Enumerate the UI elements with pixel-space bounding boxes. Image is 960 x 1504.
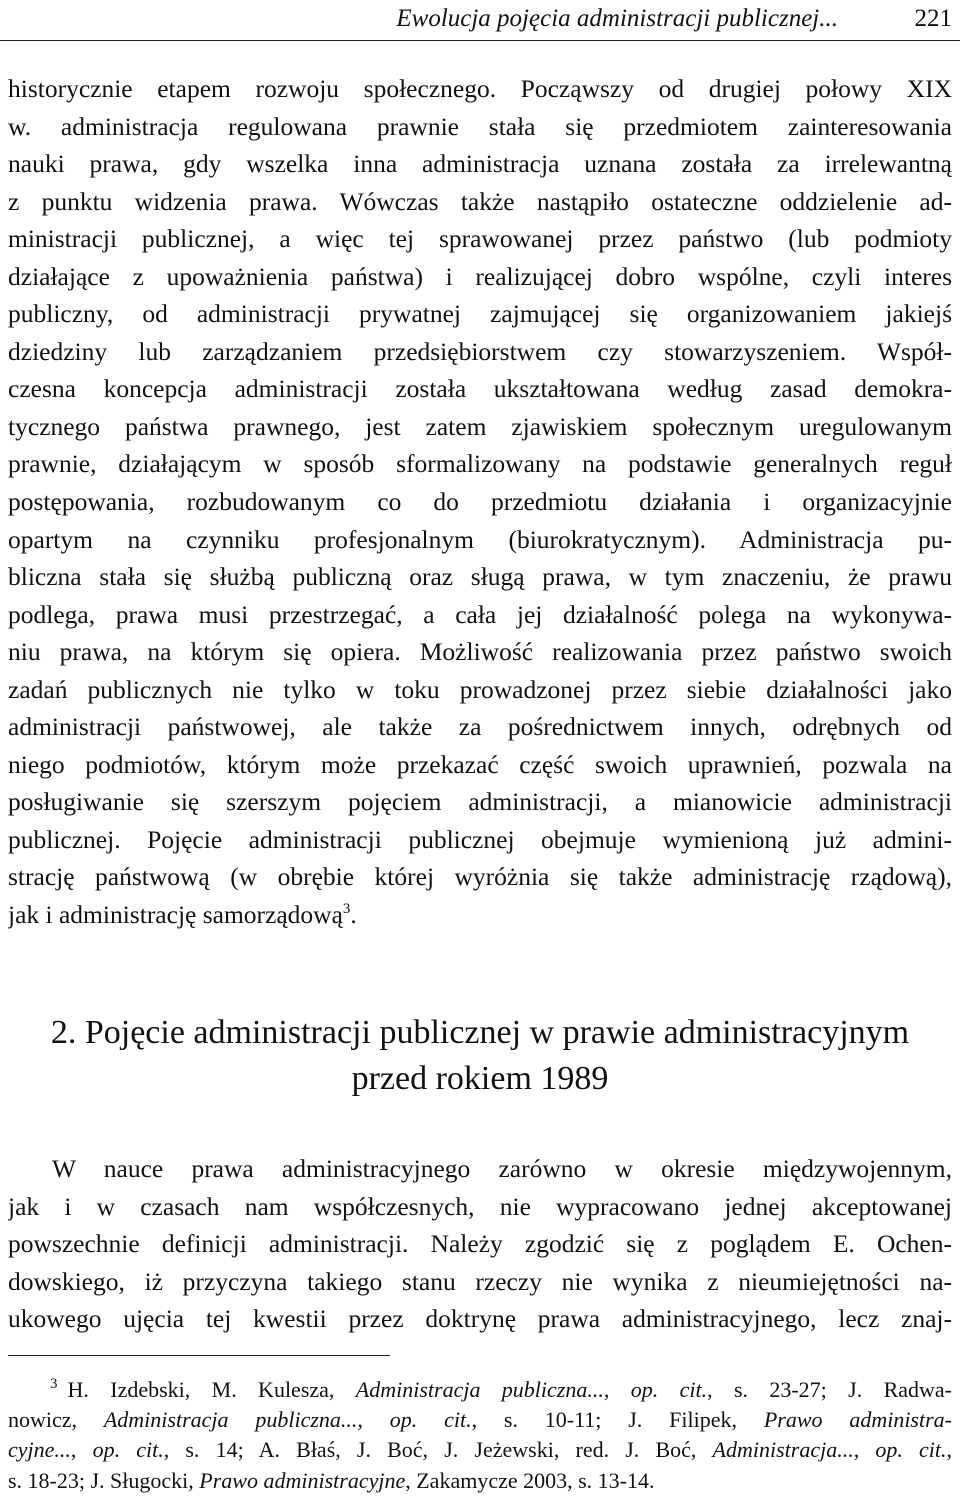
text-line: tycznego państwa prawnego, jest zatem zjawiskiem społecznym uregulowanym — [8, 411, 952, 441]
text-line: niego podmiotów, którym może przekazać część swoich uprawnień, pozwala na — [8, 749, 952, 779]
running-header — [0, 0, 960, 41]
text-line: nauki prawa, gdy wszelka inna administracja uznana została za irrelewantną — [8, 149, 952, 179]
text-line: W nauce prawa administracyjnego zarówno w okresie międzywojennym, — [52, 1154, 952, 1183]
footnote-text: , — [853, 1437, 876, 1463]
footnote-line — [8, 1435, 952, 1465]
footnote-title: cyjne... — [8, 1437, 71, 1463]
text-line: bliczna stała się służbą publiczną oraz sługą prawa, w tym znaczeniu, że prawu — [8, 562, 952, 592]
footnote-text: H. Izdebski, M. Kulesza, — [67, 1377, 356, 1402]
footnote-text: , s. 14; A. Błaś, J. Boć, J. Jeżewski, red. J. Boć, — [163, 1437, 713, 1463]
footnote-line — [8, 1466, 952, 1496]
section-heading-line: 2. Pojęcie administracji publicznej w prawie administracyjnym — [50, 1014, 910, 1051]
text-line: jak i w czasach nam współczesnych, nie wypracowano jednej akceptowanej — [8, 1191, 952, 1221]
running-title: Ewolucja pojęcia administracji publicznej... — [396, 5, 838, 32]
footnote — [8, 1375, 952, 1496]
text-line: ministracji publicznej, a więc tej sprawowanej przez państwo (lub podmioty — [8, 224, 952, 254]
section-heading — [0, 1010, 960, 1102]
text-line: postępowania, rozbudowanym co do przedmiotu działania i organizacyjnie — [8, 487, 952, 517]
footnote-divider — [8, 1355, 390, 1356]
text-line: strację państwową (w obrębie której wyróżnia się także administrację rządową), — [8, 862, 952, 892]
text-line: ukowego ujęcia tej kwestii przez doktrynę prawa administracyjnego, lecz znaj- — [8, 1304, 952, 1334]
text-line: działające z upoważnienia państwa) i realizującej dobro wspólne, czyli interes — [8, 261, 952, 291]
footnote-text: , — [603, 1377, 631, 1402]
footnote-line — [8, 1375, 952, 1405]
footnote-title: Administracja... — [712, 1437, 854, 1463]
text-line: historycznie etapem rozwoju społecznego. Począwszy od drugiej połowy XIX — [8, 74, 952, 103]
footnote-text: , — [946, 1437, 952, 1463]
text-line: zadań publicznych nie tylko w toku prowadzonej przez siebie działalności jako — [8, 674, 952, 704]
footnote-text: , s. 23-27; J. Radwa- — [707, 1377, 952, 1402]
text-line: opartym na czynniku profesjonalnym (biurokratycznym). Administracja pu- — [8, 524, 952, 554]
text-line: prawnie, działającym w sposób sformalizowany na podstawie generalnych reguł — [8, 449, 952, 479]
page-number: 221 — [914, 5, 952, 32]
text-line: powszechnie definicji administracji. Należy zgodzić się z poglądem E. Ochen- — [8, 1229, 952, 1259]
footnote-title: op. cit. — [875, 1437, 947, 1463]
footnote-title: Administracja publiczna... — [355, 1377, 604, 1402]
text-line: w. administracja regulowana prawnie stała się przedmiotem zainteresowania — [8, 111, 952, 141]
text-line: niu prawa, na którym się opiera. Możliwość realizowania przez państwo swoich — [8, 637, 952, 667]
body-paragraph — [8, 70, 952, 934]
footnote-reference[interactable]: 3 — [342, 901, 351, 918]
text-line: czesna koncepcja administracji została ukształtowana według zasad demokra- — [8, 374, 952, 404]
text-line: z punktu widzenia prawa. Wówczas także nastąpiło ostateczne oddzielenie ad- — [8, 186, 952, 216]
footnote-title: op. cit. — [92, 1437, 164, 1463]
footnote-title: Prawo administracyjne — [199, 1467, 406, 1493]
footnote-text: , s. 10-11; J. Filipek, — [471, 1407, 764, 1433]
footnote-text: nowicz, — [8, 1407, 104, 1433]
text-line: publiczny, od administracji prywatnej zajmującej się organizowaniem jakiejś — [8, 299, 952, 329]
footnote-line — [8, 1405, 952, 1435]
footnote-text: , Zakamycze 2003, s. 13-14. — [405, 1467, 655, 1493]
footnote-title: op. cit. — [389, 1407, 472, 1433]
footnote-title: Prawo administra- — [763, 1407, 952, 1433]
footnote-title: Administracja publiczna... — [103, 1407, 358, 1433]
section-paragraph — [8, 1150, 952, 1338]
section-heading-line: przed rokiem 1989 — [351, 1060, 609, 1097]
text-line: posługiwanie się szerszym pojęciem administracji, a mianowicie administracji — [8, 787, 952, 817]
footnote-title: op. cit. — [630, 1377, 708, 1402]
text-line: dziedziny lub zarządzaniem przedsiębiorstwem czy stowarzyszeniem. Współ- — [8, 336, 952, 366]
text-line: publicznej. Pojęcie administracji publicznej obejmuje wymienioną już admini- — [8, 824, 952, 854]
text-line: administracji państwowej, ale także za pośrednictwem innych, odrębnych od — [8, 712, 952, 742]
text-line: dowskiego, iż przyczyna takiego stanu rzeczy nie wynika z nieumiejętności na- — [8, 1266, 952, 1296]
footnote-text: s. 18-23; J. Sługocki, — [8, 1467, 200, 1493]
last-line-text: jak i administrację samorządową — [8, 900, 343, 930]
footnote-text: , — [357, 1407, 390, 1433]
footnote-mark: 3 — [50, 1376, 58, 1392]
text-line-last — [8, 896, 952, 934]
last-line-period: . — [350, 900, 357, 930]
footnote-text: , — [70, 1437, 93, 1463]
text-line: podlega, prawa musi przestrzegać, a cała jej działalność polega na wykonywa- — [8, 599, 952, 629]
